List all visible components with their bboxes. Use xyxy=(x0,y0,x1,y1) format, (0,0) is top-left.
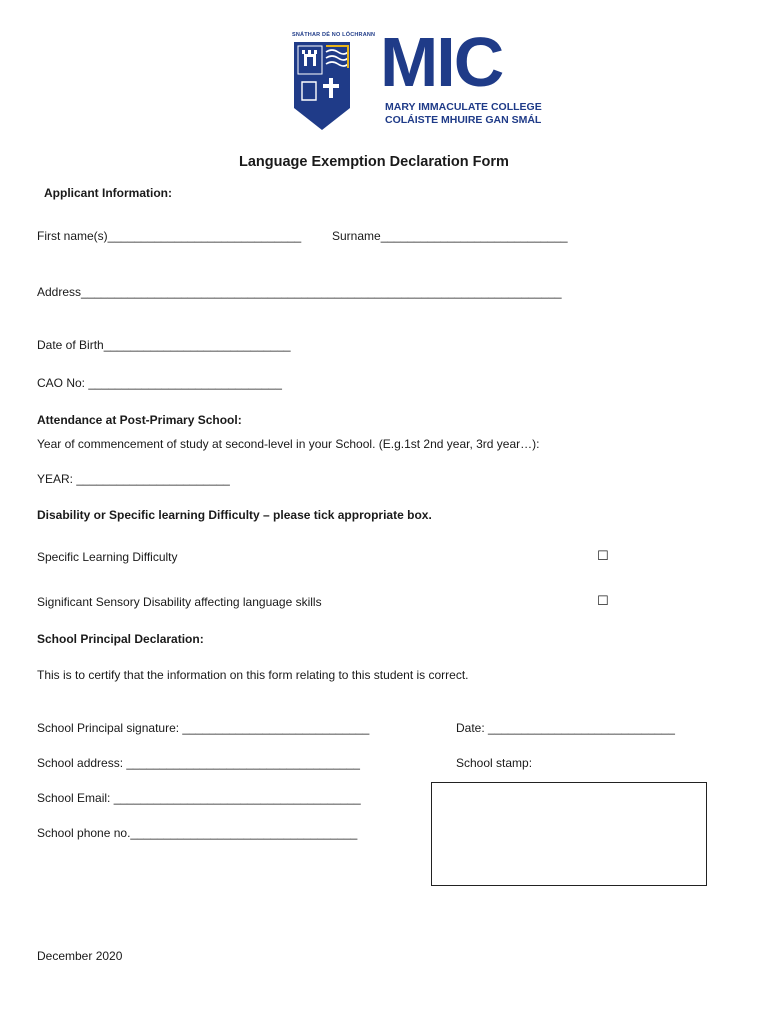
option-learning-difficulty: Specific Learning Difficulty xyxy=(37,550,178,564)
crest-icon xyxy=(292,38,354,133)
footer-date: December 2020 xyxy=(37,949,123,963)
applicant-heading: Applicant Information: xyxy=(44,186,172,200)
surname-field[interactable]: Surname____________________________ xyxy=(332,229,568,243)
school-stamp-label: School stamp: xyxy=(456,756,533,770)
cao-field[interactable]: CAO No: _____________________________ xyxy=(37,376,282,390)
certify-text: This is to certify that the information on this form relating to this student is correct. xyxy=(37,668,469,682)
form-title: Language Exemption Declaration Form xyxy=(239,154,509,170)
dob-field[interactable]: Date of Birth____________________________ xyxy=(37,338,291,352)
school-email-field[interactable]: School Email: _____________________________________ xyxy=(37,791,361,805)
college-logo xyxy=(290,23,550,130)
first-name-field[interactable]: First name(s)_____________________________ xyxy=(37,229,302,243)
attendance-heading: Attendance at Post-Primary School: xyxy=(37,413,242,427)
principal-signature-field[interactable]: School Principal signature: ____________________________ xyxy=(37,721,370,735)
year-field[interactable]: YEAR: _______________________ xyxy=(37,472,230,486)
logo-irish-name: COLÁISTE MHUIRE GAN SMÁL xyxy=(385,114,542,126)
principal-heading: School Principal Declaration: xyxy=(37,632,204,646)
option-sensory-disability: Significant Sensory Disability affecting language skills xyxy=(37,595,322,609)
checkbox-sensory-disability[interactable]: ☐ xyxy=(597,593,609,608)
checkbox-learning-difficulty[interactable]: ☐ xyxy=(597,548,609,563)
school-phone-field[interactable]: School phone no.__________________________________ xyxy=(37,826,358,840)
school-stamp-box[interactable] xyxy=(431,782,707,886)
school-address-field[interactable]: School address: ___________________________________ xyxy=(37,756,360,770)
logo-english-name: MARY IMMACULATE COLLEGE xyxy=(385,101,542,113)
logo-wordmark: MIC xyxy=(380,23,503,101)
disability-heading: Disability or Specific learning Difficulty – please tick appropriate box. xyxy=(37,508,432,522)
address-field[interactable]: Address________________________________________________________________________ xyxy=(37,285,562,299)
attendance-instruction: Year of commencement of study at second-level in your School. (E.g.1st 2nd year, 3rd year…): xyxy=(37,437,540,451)
logo-tagline: SNÁTHAR DÉ NO LÓCHRANN xyxy=(292,32,376,38)
date-field[interactable]: Date: ____________________________ xyxy=(456,721,675,735)
